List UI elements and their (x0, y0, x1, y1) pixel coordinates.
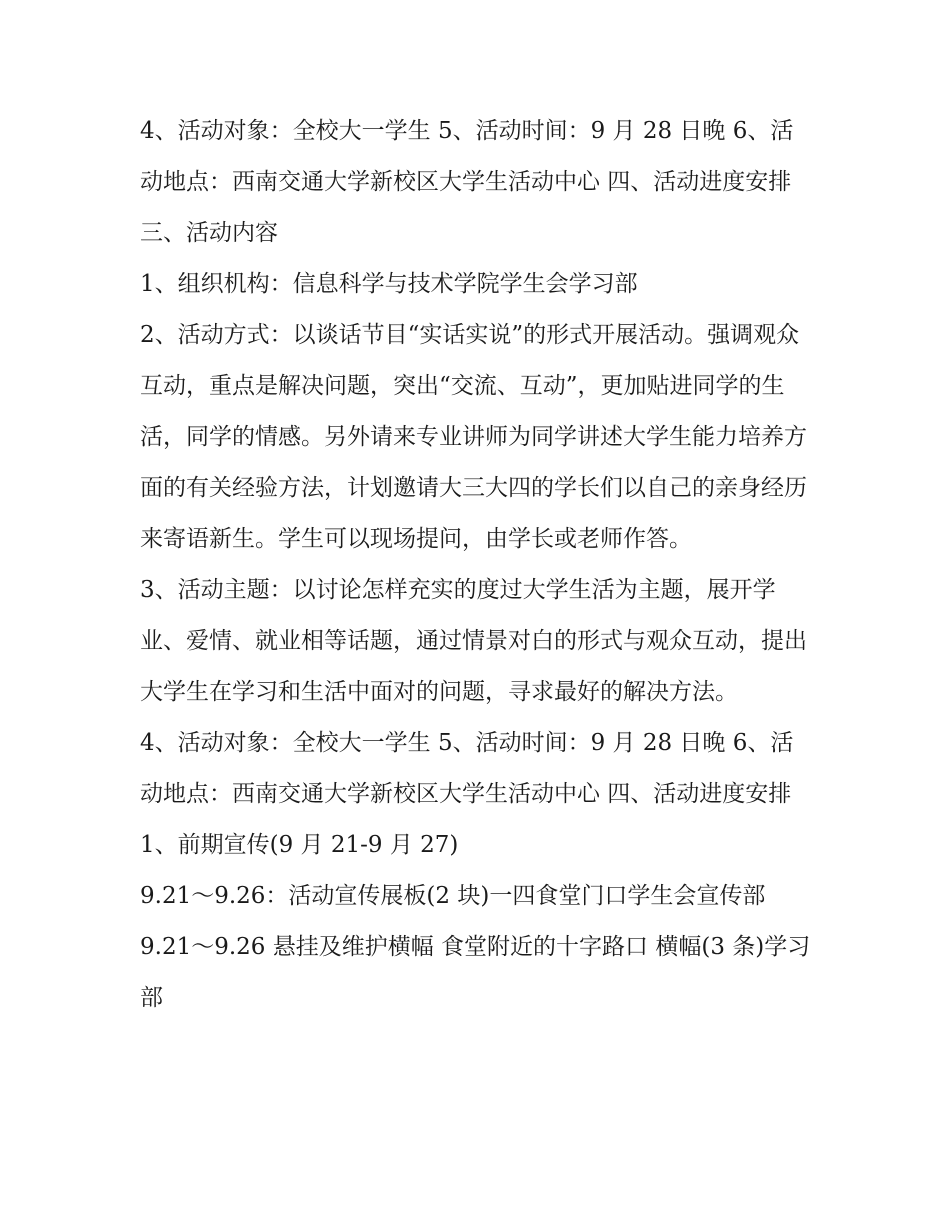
paragraph-schedule-item-1: 9.21～9.26：活动宣传展板(2 块)一四食堂门口学生会宣传部 (140, 883, 766, 909)
paragraph-schedule-item-2: 9.21～9.26 悬挂及维护横幅 食堂附近的十字路口 横幅(3 条)学习部 (140, 934, 811, 1011)
paragraph-activity-method: 2、活动方式：以谈话节目“实话实说”的形式开展活动。强调观众互动，重点是解决问题，突出“交流、互动”，更加贴进同学的生活，同学的情感。另外请来专业讲师为同学讲述大学生能力培养方面的有关经验方法，计划邀请大三大四的学长们以自己的亲身经历来寄语新生。学生可以现场提问，由学长或老师作答。 (140, 322, 807, 552)
paragraph-activity-info-1: 4、活动对象：全校大一学生 5、活动时间：9 月 28 日晚 6、活动地点：西南交通大学新校区大学生活动中心 四、活动进度安排 三、活动内容 (140, 118, 794, 246)
paragraph-activity-info-2: 4、活动对象：全校大一学生 5、活动时间：9 月 28 日晚 6、活动地点：西南交通大学新校区大学生活动中心 四、活动进度安排 1、前期宣传(9 月 21-9 月 27) (140, 730, 794, 858)
document-body (140, 106, 816, 1024)
paragraph-organization: 1、组织机构：信息科学与技术学院学生会学习部 (140, 271, 638, 297)
paragraph-activity-theme: 3、活动主题：以讨论怎样充实的度过大学生活为主题，展开学业、爱情、就业相等话题，通过情景对白的形式与观众互动，提出大学生在学习和生活中面对的问题，寻求最好的解决方法。 (140, 577, 807, 705)
